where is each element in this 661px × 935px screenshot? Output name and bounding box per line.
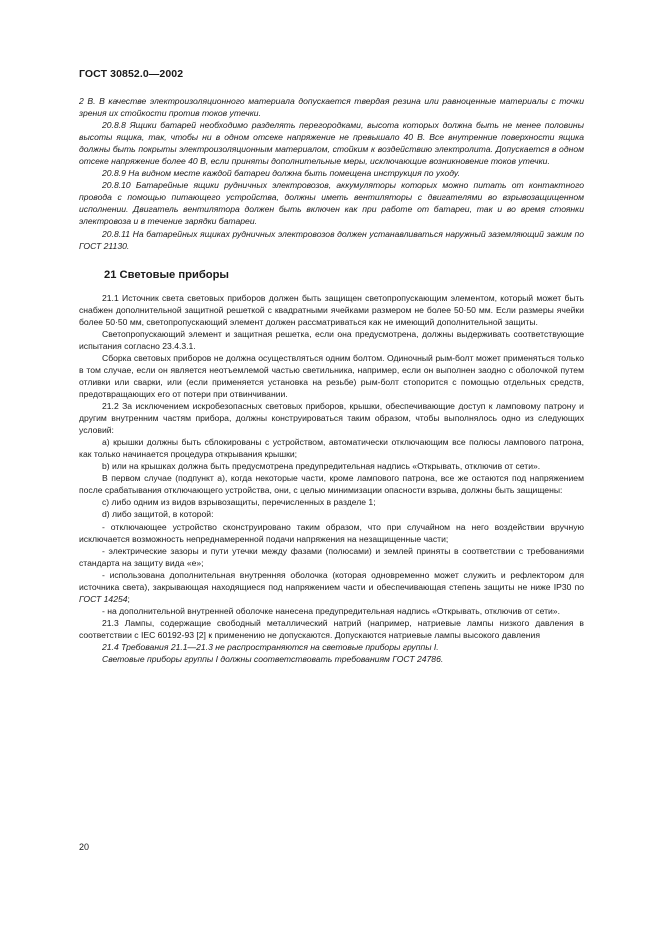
paragraph bbox=[79, 400, 584, 436]
paragraph bbox=[79, 167, 584, 179]
paragraph bbox=[79, 569, 584, 605]
paragraph-text: 20.8.10 Батарейные ящики рудничных электровозов, аккумуляторы которых можно питать от контактного провода с помощью питающего устройства, должны иметь вентиляторы с двигателями во взрывозащищенном исполнении. Двигатель вентилятора должен быть включен как при работе от батареи, так и во время стоянки электровоза и в течение зарядки батареи. bbox=[79, 180, 584, 227]
paragraph bbox=[79, 605, 584, 617]
paragraph-text: 20.8.9 На видном месте каждой батареи должна быть помещена инструкция по уходу. bbox=[102, 168, 460, 179]
paragraph bbox=[79, 179, 584, 227]
document-body bbox=[79, 95, 584, 665]
page-number: 20 bbox=[79, 842, 90, 852]
document-header: ГОСТ 30852.0—2002 bbox=[79, 68, 184, 80]
paragraph bbox=[79, 328, 584, 352]
paragraph bbox=[79, 496, 584, 508]
paragraph bbox=[79, 95, 584, 119]
paragraph-text: d) либо защитой, в которой: bbox=[102, 509, 214, 520]
paragraph-text: Сборка световых приборов не должна осуществляться одним болтом. Одиночный рым-болт может применяться только в том случае, если он является неотъемлемой частью светильника, например, если он выполнен заодно с оболочкой путем отливки или сварки, или (если применяется установка на резьбе) рым-болт стопорится с помощью отдельных средств, предотвращающих его от потери при отвинчивании. bbox=[79, 352, 584, 399]
paragraph bbox=[79, 641, 584, 653]
paragraph-text: - использована дополнительная внутренняя оболочка (которая одновременно может служить и рефлектором для источника света), закрывающая находящиеся под напряжением части и обеспечивающая степень защиты не ниже IP30 по bbox=[79, 569, 584, 592]
paragraph-text: 21.1 Источник света световых приборов должен быть защищен светопропускающим элементом, который может быть снабжен дополнительной защитной решеткой с квадратными ячейками размером не более 50·50 мм. Если размеры ячейки более 50·50 мм, светопропускающий элемент должен рассматриваться как не имеющий дополнительной защиты. bbox=[79, 292, 584, 327]
paragraph bbox=[79, 653, 584, 665]
paragraph-text: - на дополнительной внутренней оболочке нанесена предупредительная надпись «Открывать, отключив от сети». bbox=[102, 605, 560, 616]
paragraph bbox=[79, 352, 584, 400]
paragraph bbox=[79, 521, 584, 545]
paragraph bbox=[79, 292, 584, 328]
paragraph bbox=[79, 228, 584, 252]
paragraph-text: 20.8.11 На батарейных ящиках рудничных электровозов должен устанавливаться наружный заземляющий зажим по ГОСТ 21130. bbox=[79, 228, 584, 251]
paragraph bbox=[79, 508, 584, 520]
paragraph-text: b) или на крышках должна быть предусмотрена предупредительная надпись «Открывать, отключив от сети». bbox=[102, 461, 541, 472]
section-heading bbox=[104, 268, 584, 282]
paragraph bbox=[79, 545, 584, 569]
paragraph bbox=[79, 119, 584, 167]
paragraph-text: Светопропускающий элемент и защитная решетка, если она предусмотрена, должны выдерживать соответствующие испытания согласно 23.4.3.1. bbox=[79, 328, 584, 351]
paragraph-text: - электрические зазоры и пути утечки между фазами (полюсами) и землей приняты в соответствии с требованиями стандарта на защиту вида «е»; bbox=[79, 545, 584, 568]
paragraph-text: 21 Световые приборы bbox=[104, 268, 229, 281]
paragraph-text: 21.3 Лампы, содержащие свободный металлический натрий (например, натриевые лампы низкого давления в соответствии с IEC 60192-93 [2] к применению не допускаются. Допускаются натриевые лампы высокого давления bbox=[79, 617, 584, 640]
paragraph-text: 20.8.8 Ящики батарей необходимо разделять перегородками, высота которых должна быть не менее половины высоты ящика, так, чтобы ни в одном отсеке напряжение не превышало 40 В. Все внутренние поверхности ящика должны быть покрыты электроизоляционным материалом, стойким к воздействию электролита. Допускается в одном отсеке напряжение более 40 В, если приняты дополнительные меры, исключающие возникновение токов утечки. bbox=[79, 120, 584, 167]
standard-reference: ГОСТ 14254 bbox=[79, 593, 128, 604]
paragraph-text: Световые приборы группы I должны соответствовать требованиям ГОСТ 24786. bbox=[102, 654, 444, 665]
paragraph bbox=[79, 472, 584, 496]
paragraph-text: 21.2 За исключением искробезопасных световых приборов, крышки, обеспечивающие доступ к ламповому патрону и другим внутренним частям прибора, должны конструироваться таким образом, чтобы выполнялось одно из следующих условий: bbox=[79, 401, 584, 436]
paragraph-text: а) крышки должны быть сблокированы с устройством, автоматически отключающим все полюсы лампового патрона, как только начинается процедура открывания крышки; bbox=[79, 437, 584, 460]
paragraph bbox=[79, 460, 584, 472]
paragraph bbox=[79, 436, 584, 460]
paragraph-text: 21.4 Требования 21.1—21.3 не распространяются на световые приборы группы I. bbox=[102, 641, 439, 652]
paragraph-text: c) либо одним из видов взрывозащиты, перечисленных в разделе 1; bbox=[102, 497, 376, 508]
paragraph-text: 2 В. В качестве электроизоляционного материала допускается твердая резина или равноценные материалы с точки зрения их стойкости против токов утечки. bbox=[79, 96, 584, 119]
paragraph-text: - отключающее устройство сконструировано таким образом, что при случайном на него воздействии вручную исключается возможность непреднамеренной подачи напряжения на незащищенные части; bbox=[79, 521, 584, 544]
paragraph bbox=[79, 617, 584, 641]
paragraph-tail: ; bbox=[127, 593, 130, 604]
paragraph-text: В первом случае (подпункт а), когда некоторые части, кроме лампового патрона, все же остаются под напряжением после срабатывания отключающего устройства, они, с целью минимизации опасности взрыва, должны быть защищены: bbox=[79, 473, 584, 496]
